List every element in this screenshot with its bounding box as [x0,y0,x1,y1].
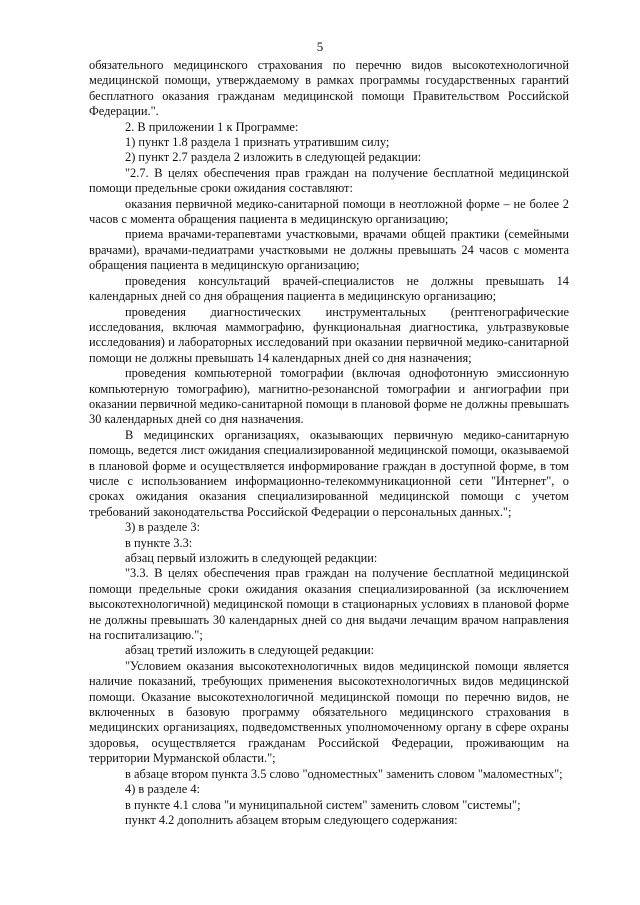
paragraph: проведения компьютерной томографии (включая однофотонную эмиссионную компьютерную томографию), магнитно-резонансной томографии и ангиографии при оказании первичной медико-санитарной помощи в плановой форме не должны превышать 30 календарных дней со дня назначения. [89,366,569,427]
paragraph: проведения консультаций врачей-специалистов не должны превышать 14 календарных дней со дня обращения пациента в медицинскую организацию; [89,273,569,304]
paragraph: "Условием оказания высокотехнологичных видов медицинской помощи является наличие показаний, требующих применения высокотехнологичных видов медицинской помощи. Оказание высокотехнологичной медицинской помощи по перечню видов, не включенных в базовую программу обязательного медицинского страхования в медицинских организациях, подведомственных уполномоченному органу в сфере охраны здоровья, осуществляется гражданам Российской Федерации, проживающим на территории Мурманской области."; [89,658,569,766]
paragraph: абзац первый изложить в следующей редакции: [125,551,378,565]
paragraph: 4) в разделе 4: [125,782,200,797]
paragraph: В медицинских организациях, оказывающих первичную медико-санитарную помощь, ведется лист ожидания специализированной медицинской помощи, оказываемой в плановой форме и осуществляется информирование граждан в доступной форме, в том числе с использованием информационно-телекоммуникационной сети "Интернет", о сроках ожидания оказания специализированной медицинской помощи с учетом требований законодательства Российской Федерации о персональных данных."; [89,427,569,519]
paragraph: абзац третий изложить в следующей редакции: [125,643,375,658]
document-body [89,58,569,828]
page-number: 5 [316,39,324,54]
paragraph: в пункте 3.3: [125,535,193,550]
paragraph: в абзаце втором пункта 3.5 слово "одноместных" заменить словом "маломестных"; [125,766,563,781]
paragraph: в пункте 4.1 слова "и муниципальной систем" заменить словом "системы"; [125,797,521,812]
paragraph: проведения диагностических инструментальных (рентгенографические исследования, включая маммографию, функциональная диагностика, ультразвуковые исследования) и лабораторных исследований при оказании первичной медико-санитарной помощи не должны превышать 14 календарных дней со дня назначения; [89,304,569,365]
paragraph: пункт 4.2 дополнить абзацем вторым следующего содержания: [125,812,458,827]
paragraph: 2) пункт 2.7 раздела 2 изложить в следующей редакции: [125,150,422,165]
paragraph: 2. В приложении 1 к Программе: [125,119,299,134]
paragraph: оказания первичной медико-санитарной помощи в неотложной форме – не более 2 часов с момента обращения пациента в медицинскую организацию; [89,196,569,227]
paragraph: 1) пункт 1.8 раздела 1 признать утратившим силу; [125,135,390,150]
paragraph: "2.7. В целях обеспечения прав граждан на получение бесплатной медицинской помощи предельные сроки ожидания составляют: [89,165,569,196]
paragraph: 3) в разделе 3: [125,520,200,535]
paragraph: приема врачами-терапевтами участковыми, врачами общей практики (семейными врачами), врачами-педиатрами участковыми не должны превышать 24 часов с момента обращения пациента в медицинскую организацию; [89,227,569,273]
paragraph: обязательного медицинского страхования по перечню видов высокотехнологичной медицинской помощи, утверждаемому в рамках программы государственных гарантий бесплатного оказания гражданам медицинской помощи Правительством Российской Федерации.". [89,58,569,119]
paragraph: "3.3. В целях обеспечения прав граждан на получение бесплатной медицинской помощи предельные сроки ожидания оказания специализированной (за исключением высокотехнологичной) медицинской помощи в стационарных условиях в плановой форме не должны превышать 30 календарных дней со дня выдачи лечащим врачом направления на госпитализацию."; [89,566,569,643]
